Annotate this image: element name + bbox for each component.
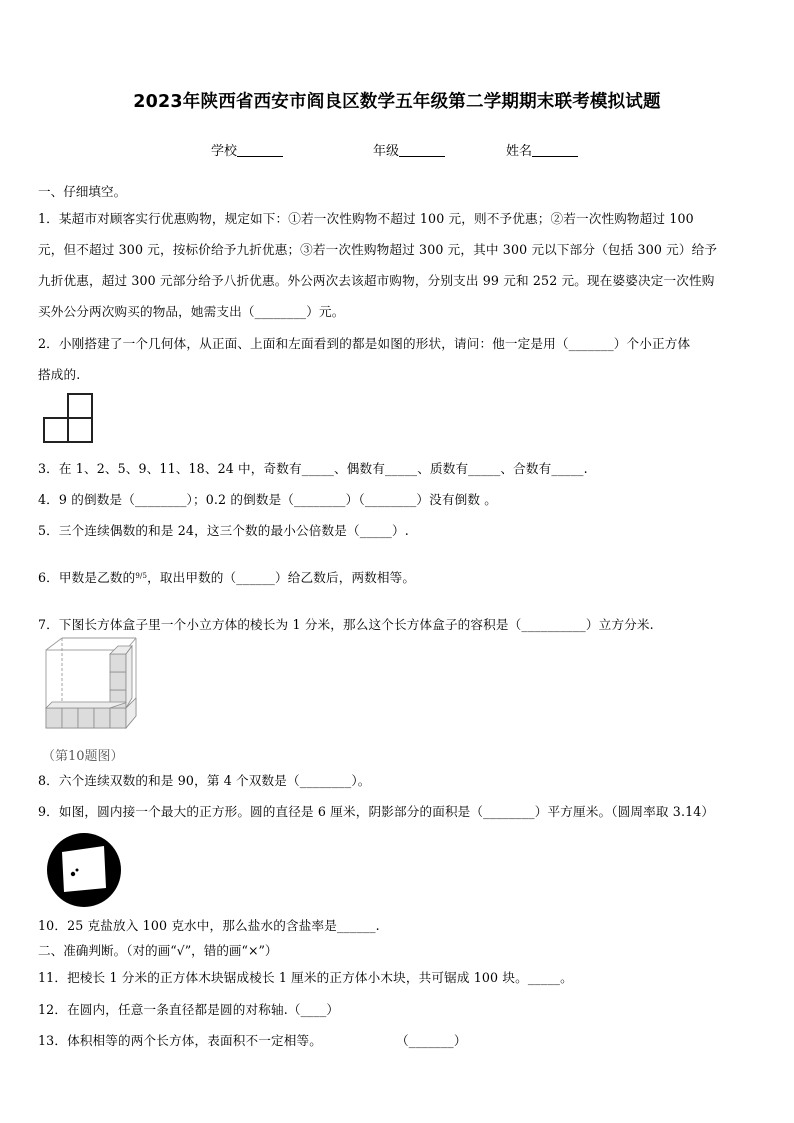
- grade-field: [373, 140, 445, 159]
- figure-caption: （第10题图）: [42, 749, 124, 764]
- q6-suffix: ，取出甲数的（______）给乙数后，两数相等。: [147, 570, 416, 585]
- school-field: [211, 140, 283, 159]
- q9: 9．如图，圆内接一个最大的正方形。圆的直径是 6 厘米，阴影部分的面积是（________）平方厘米。（圆周率取 3.14）: [38, 804, 715, 819]
- q8: 8．六个连续双数的和是 90，第 4 个双数是（________）。: [38, 773, 371, 788]
- q2-line-2: 搭成的.: [38, 367, 81, 382]
- q5: 5．三个连续偶数的和是 24，这三个数的最小公倍数是（_____）.: [38, 523, 409, 538]
- q6-fraction: 9/5: [135, 572, 148, 580]
- box-figure: [40, 636, 140, 734]
- q12: 12．在圆内，任意一条直径都是圆的对称轴.（____）: [38, 1002, 340, 1017]
- q2-line-1: 2．小刚搭建了一个几何体，从正面、上面和左面看到的都是如图的形状，请问：他一定是用（_______）个小正方体: [38, 336, 691, 351]
- q6: [38, 567, 415, 586]
- q1-line-3: 九折优惠，超过 300 元部分给予八折优惠。外公两次去该超市购物，分别支出 99 元和 252 元。现在婆婆决定一次性购: [38, 273, 715, 288]
- grade-label: 年级: [373, 144, 400, 159]
- q11: 11．把棱长 1 分米的正方体木块锯成棱长 1 厘米的正方体小木块，共可锯成 100 块。_____。: [38, 970, 573, 985]
- section-1-heading: 一、仔细填空。: [38, 184, 127, 199]
- q13: 13．体积相等的两个长方体，表面积不一定相等。: [38, 1033, 322, 1048]
- q3: 3．在 1、2、5、9、11、18、24 中，奇数有_____、偶数有_____、质数有_____、合数有_____.: [38, 461, 588, 476]
- circle-square-figure: [44, 830, 124, 910]
- q1-line-2: 元，但不超过 300 元，按标价给予九折优惠；③若一次性购物超过 300 元，其中 300 元以下部分（包括 300 元）给予: [38, 242, 718, 257]
- q4: 4．9 的倒数是（________）；0.2 的倒数是（________）（________）没有倒数 。: [38, 492, 498, 507]
- q6-prefix: 6．甲数是乙数的: [38, 570, 136, 585]
- q1-line-1: 1．某超市对顾客实行优惠购物，规定如下：①若一次性购物不超过 100 元，则不予优惠；②若一次性购物超过 100: [38, 211, 694, 226]
- school-label: 学校: [211, 144, 238, 159]
- name-label: 姓名: [506, 144, 533, 159]
- q7: 7．下图长方体盒子里一个小立方体的棱长为 1 分米，那么这个长方体盒子的容积是（__________）立方分米.: [38, 617, 654, 632]
- page-title: 2023年陕西省西安市阎良区数学五年级第二学期期末联考模拟试题: [133, 92, 661, 112]
- q10: 10．25 克盐放入 100 克水中，那么盐水的含盐率是______.: [38, 918, 380, 933]
- name-field: [506, 140, 578, 159]
- grade-blank[interactable]: [399, 144, 445, 157]
- q2-view-figure: [42, 392, 96, 444]
- q13-answer-blank[interactable]: （_______）: [396, 1033, 467, 1048]
- q1-line-4: 买外公分两次购买的物品，她需支出（________）元。: [38, 304, 345, 319]
- section-2-heading: 二、准确判断。（对的画“√”，错的画“×”）: [38, 943, 278, 958]
- school-blank[interactable]: [237, 144, 283, 157]
- name-blank[interactable]: [532, 144, 578, 157]
